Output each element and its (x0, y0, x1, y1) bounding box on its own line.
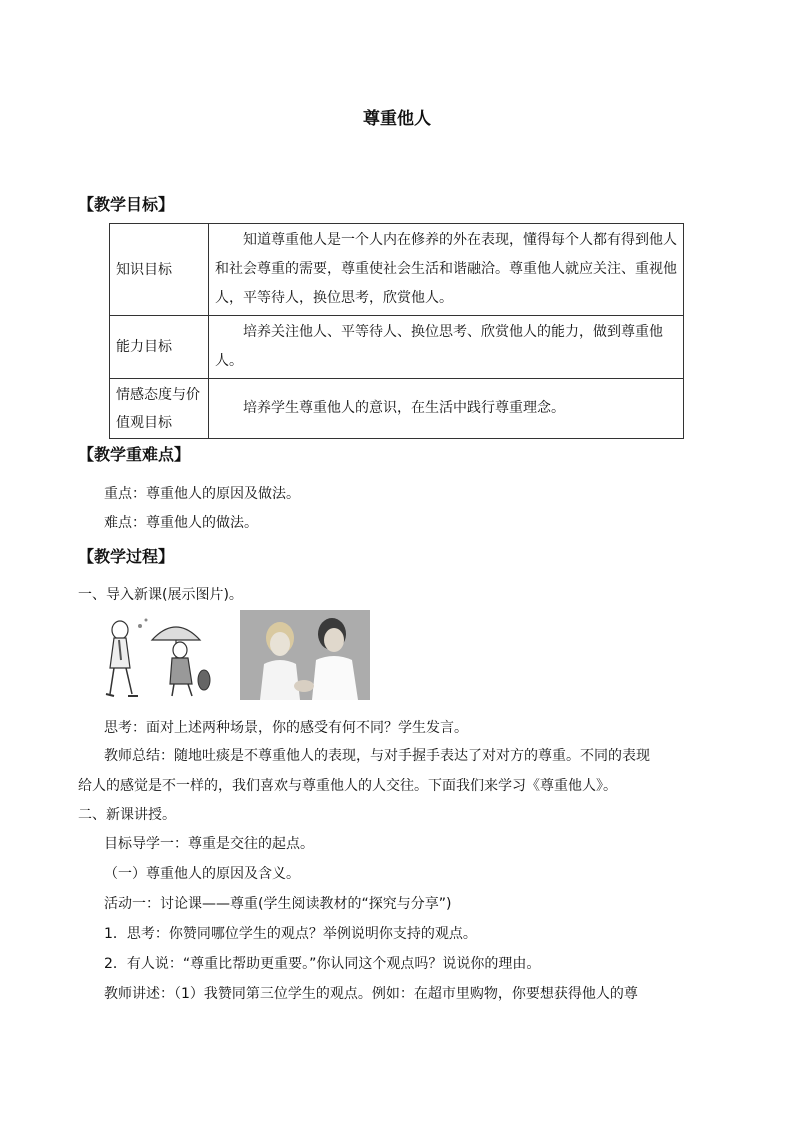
process-think: 思考：面对上述两种场景，你的感受有何不同？学生发言。 (104, 720, 468, 736)
section-heading-goals: 【教学目标】 (78, 195, 175, 214)
goal-text-emotion (209, 379, 684, 439)
process-summary-line2: 给人的感觉是不一样的，我们喜欢与尊重他人的人交往。下面我们来学习《尊重他人》。 (78, 778, 617, 794)
table-row (110, 316, 684, 379)
goal-text-knowledge-content: 知道尊重他人是一个人内在修养的外在表现，懂得每个人都有得到他人和社会尊重的需要，尊重使社会生活和谐融洽。尊重他人就应关注、重视他人，平等待人，换位思考，欣赏他人。 (215, 232, 677, 306)
goal-text-ability-content: 培养关注他人、平等待人、换位思考、欣赏他人的能力，做到尊重他人。 (215, 324, 663, 369)
spitting-cartoon-image (100, 610, 215, 700)
process-target1: 目标导学一：尊重是交往的起点。 (104, 836, 314, 852)
key-point-important: 重点：尊重他人的原因及做法。 (104, 486, 300, 502)
process-teacher-explain: 教师讲述：（1）我赞同第三位学生的观点。例如：在超市里购物，你要想获得他人的尊 (104, 986, 638, 1002)
process-part2: 二、新课讲授。 (78, 807, 176, 823)
process-summary-line1: 教师总结：随地吐痰是不尊重他人的表现，与对手握手表达了对对方的尊重。不同的表现 (104, 748, 650, 764)
page-title: 尊重他人 (363, 109, 431, 129)
process-sub1: （一）尊重他人的原因及含义。 (104, 866, 300, 882)
section-heading-key-points: 【教学重难点】 (78, 445, 191, 464)
goal-label-knowledge: 知识目标 (110, 224, 209, 316)
goal-label-ability: 能力目标 (110, 316, 209, 379)
goal-label-emotion: 情感态度与价值观目标 (110, 379, 209, 439)
process-activity1: 活动一：讨论课——尊重(学生阅读教材的“探究与分享”) (104, 896, 452, 912)
goal-text-ability (209, 316, 684, 379)
goal-text-emotion-content: 培养学生尊重他人的意识，在生活中践行尊重理念。 (243, 400, 565, 416)
process-question1: 1．思考：你赞同哪位学生的观点？举例说明你支持的观点。 (104, 926, 477, 942)
goal-text-knowledge (209, 224, 684, 316)
table-row (110, 379, 684, 439)
process-part1: 一、导入新课(展示图片)。 (78, 587, 243, 603)
section-heading-process: 【教学过程】 (78, 547, 175, 566)
key-point-difficult: 难点：尊重他人的做法。 (104, 515, 258, 531)
goals-table (109, 223, 684, 439)
handshake-photo-image (240, 610, 370, 700)
process-question2: 2．有人说：“尊重比帮助更重要。”你认同这个观点吗？说说你的理由。 (104, 956, 541, 972)
table-row (110, 224, 684, 316)
